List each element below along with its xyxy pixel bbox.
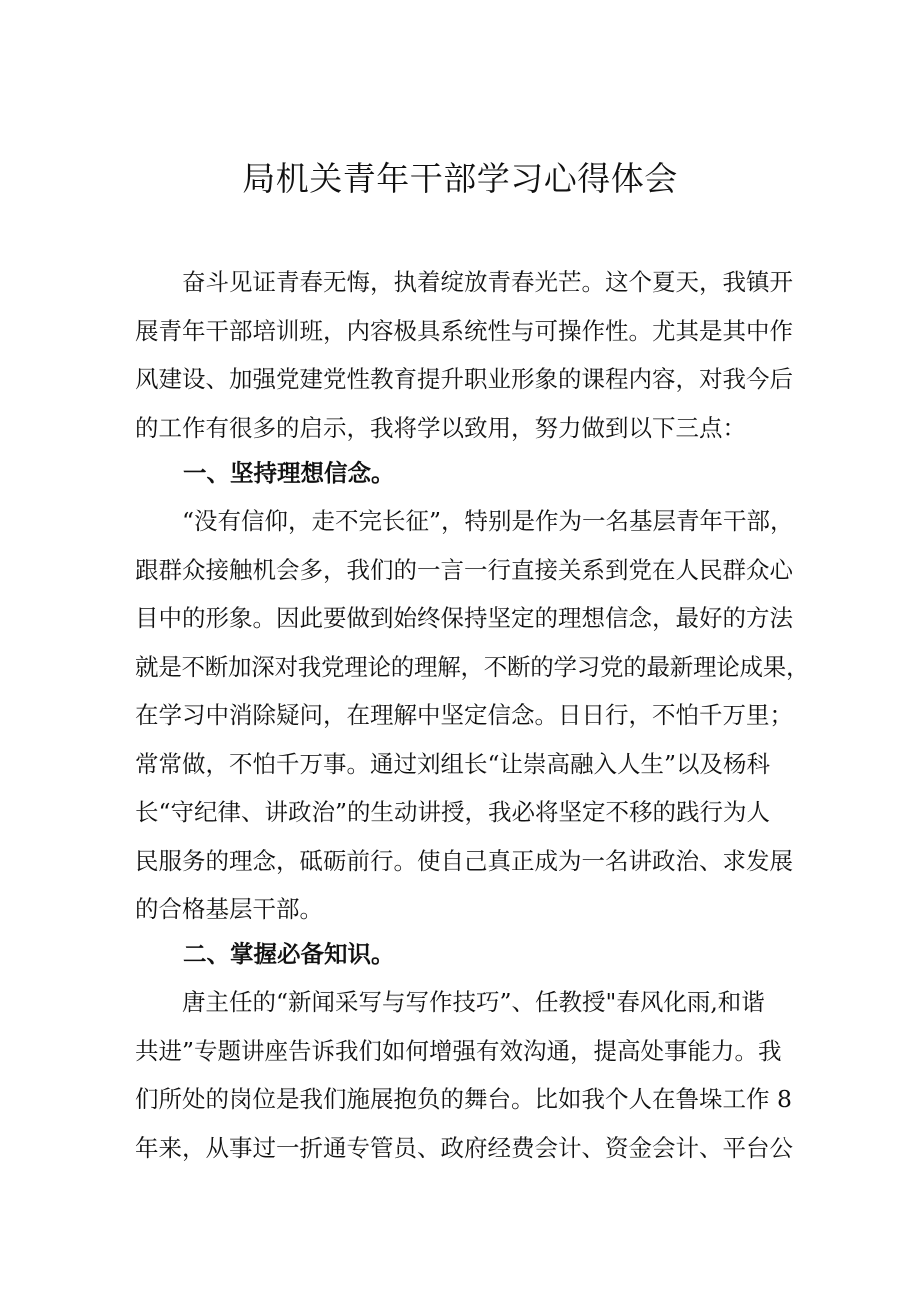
intro-paragraph	[135, 258, 810, 452]
text-line: 唐主任的“新闻采写与写作技巧”、任教授"春风化雨,和谐	[135, 988, 765, 1016]
section-heading-1: 一、坚持理想信念。	[183, 459, 395, 487]
text-line: 共进”专题讲座告诉我们如何增强有效沟通，提高处事能力。我	[135, 1036, 782, 1065]
document-title: 局机关青年干部学习心得体会	[242, 159, 678, 198]
section-heading-2: 二、掌握必备知识。	[183, 940, 395, 968]
text-line: 风建设、加强党建党性教育提升职业形象的课程内容，对我今后	[135, 365, 793, 393]
text-line: 奋斗见证青春无悔，执着绽放青春光芒。这个夏天，我镇开	[135, 268, 793, 296]
text-line: 在学习中消除疑问，在理解中坚定信念。日日行，不怕千万里；	[135, 701, 793, 729]
text-line: 民服务的理念，砥砺前行。使自己真正成为一名讲政治、求发展	[135, 846, 793, 875]
text-line: “没有信仰，走不完长征”，特别是作为一名基层青年干部，	[135, 507, 794, 535]
text-line: 跟群众接触机会多，我们的一言一行直接关系到党在人民群众心	[135, 555, 793, 584]
text-line: 展青年干部培训班，内容极具系统性与可操作性。尤其是其中作	[135, 316, 793, 345]
text-line: 长“守纪律、讲政治”的生动讲授，我必将坚定不移的践行为人	[135, 798, 771, 826]
text-line: 就是不断加深对我党理论的理解，不断的学习党的最新理论成果，	[135, 652, 810, 681]
text-line: 们所处的岗位是我们施展抱负的舞台。比如我个人在鲁垛工作 8	[135, 1085, 792, 1113]
text-line: 常常做，不怕千万事。通过刘组长“让崇高融入人生”以及杨科	[135, 749, 771, 778]
text-line: 年来，从事过一折通专管员、政府经费会计、资金会计、平台公	[135, 1133, 793, 1162]
text-line: 的合格基层干部。	[135, 895, 323, 923]
text-line: 目中的形象。因此要做到始终保持坚定的理想信念，最好的方法	[135, 604, 793, 632]
section-2-paragraph	[135, 978, 810, 1172]
text-line: 的工作有很多的启示，我将学以致用，努力做到以下三点：	[135, 413, 746, 442]
section-1-paragraph	[135, 497, 810, 934]
